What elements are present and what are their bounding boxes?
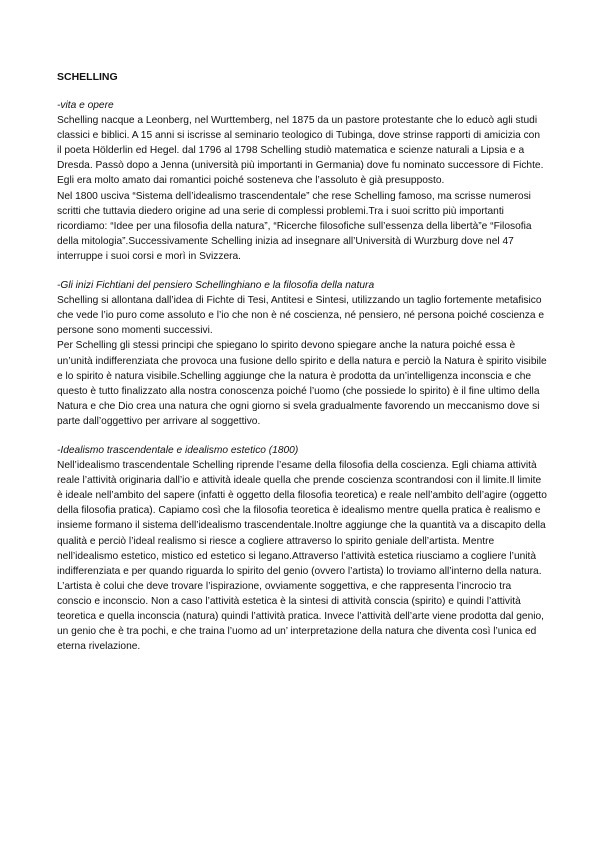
section-heading: -vita e opere: [57, 100, 114, 111]
document-page: [57, 70, 547, 668]
section-vita-e-opere: [57, 98, 547, 264]
section-idealismo: [57, 443, 547, 654]
paragraph: Schelling nacque a Leonberg, nel Wurttemberg, nel 1875 da un pastore protestante che lo educò agli studi classici e biblici. A 15 anni si iscrisse al seminario teologico di Tubinga, dove strinse rapporti di amicizia con il poeta Hölderlin ed Hegel. dal 1796 al 1798 Schelling studiò matematica e scienze naturali a Lipsia e a Dresda. Passò dopo a Jenna (università più importanti in Germania) dove fu nominato successore di Fichte. Egli era molto amato dai romantici poiché sosteneva che l’assoluto è già presupposto.: [57, 115, 544, 187]
paragraph: Schelling si allontana dall’idea di Fichte di Tesi, Antitesi e Sintesi, utilizzando un taglio fortemente metafisico che vede l’io puro come assoluto e l’io che non è né coscienza, né pensiero, né persona poiché coscienza e persone sono momenti successivi.: [57, 295, 545, 337]
document-title: SCHELLING: [57, 71, 118, 83]
paragraph: Per Schelling gli stessi principi che spiegano lo spirito devono spiegare anche la natura poiché essa è un’unità indifferenziata che provoca una fusione dello spirito e della natura e perciò la Natura è spirito visibile e lo spirito è natura visibile.Schelling aggiunge che la natura è prodotta da un’intelligenza inconscia e che questo è tutto finalizzato alla nostra conoscenza poiché l’uomo (che possiede lo spirito) è il fine ultimo della Natura e che Dio crea una natura che ogni giorno si svela gradualmente favorendo un meccanismo dove si parte dall’oggettivo per arrivare al soggettivo.: [57, 340, 547, 427]
paragraph: Nell’idealismo trascendentale Schelling riprende l’esame della filosofia della coscienza. Egli chiama attività reale l’attività originaria dall’io e attività ideale quella che prende coscienza scontrandosi con il limite.Il limite è ideale nell’ambito del sapere (infatti è oggetto della filosofia teoretica) e reale nell’ambito dell’agire (oggetto della filosofia pratica). Capiamo così che la filosofia teoretica è idealismo mentre quella pratica è realismo e insieme formano il sistema dell’idealismo trascendentale.Inoltre aggiunge che la quantità va a discapito della qualità e perciò l’ideal realismo si riesce a cogliere attraverso lo spirito geniale dell’artista. Mentre nell’idealismo estetico, mistico ed estetico si legano.Attraverso l’attività estetica riusciamo a cogliere l’unità indifferenziata e per quando riguarda lo spirito del genio (ovvero l’artista) lo troviamo all’interno della natura. L’artista è colui che deve trovare l’ispirazione, ovviamente soggettiva, e che rappresenta l’incrocio tra conscio e inconscio. Non a caso l’attività estetica è la sintesi di attività conscia (spirito) e quindi l’attività teoretica e quella inconscia (natura) quindi l’attività pratica. Invece l’attività dell’arte viene prodotta dal genio, un genio che è tra pochi, e che traina l’uomo ad un’ interpretazione della natura che diventa così l’unica ed eterna rivelazione.: [57, 460, 547, 653]
section-inizi-fichtiani: [57, 278, 547, 429]
section-heading: -Idealismo trascendentale e idealismo estetico (1800): [57, 444, 299, 456]
section-heading: -Gli inizi Fichtiani del pensiero Schellinghiano e la filosofia della natura: [57, 280, 375, 292]
paragraph: Nel 1800 usciva “Sistema dell’idealismo trascendentale” che rese Schelling famoso, ma scrisse numerosi scritti che tuttavia diedero origine ad una serie di complessi problemi.Tra i suoi scritto più importanti ricordiamo: “Idee per una filosofia della natura”, “Ricerche filosofiche sull’essenza della libertà”e “Filosofia della mitologia”.Successivamente Schelling inizia ad insegnare all’Università di Wurzburg dove nel 47 interruppe i suoi corsi e morì in Svizzera.: [57, 190, 532, 262]
